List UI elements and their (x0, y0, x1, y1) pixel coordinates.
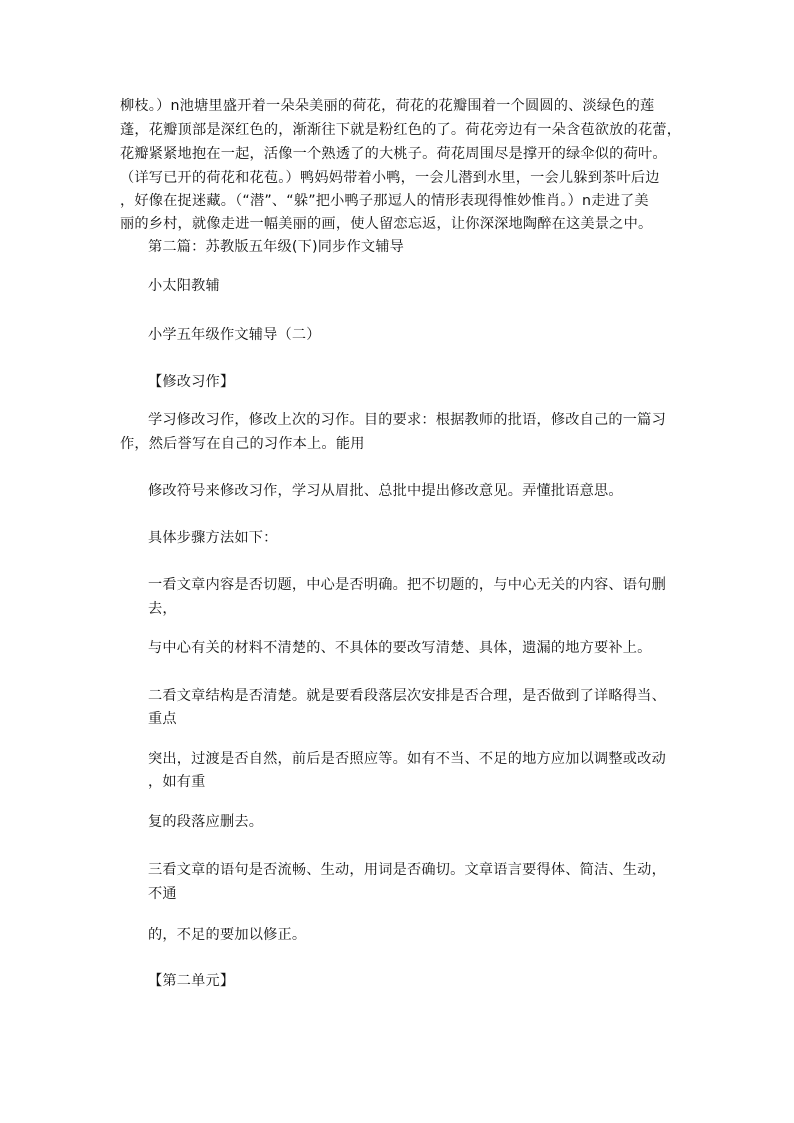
text-line: （详写已开的荷花和花苞。）鸭妈妈带着小鸭，一会儿潜到水里，一会儿躲到茶叶后边 (120, 170, 660, 186)
text-line: 二看文章结构是否清楚。就是要看段落层次安排是否合理，是否做到了详略得当、 (148, 688, 666, 704)
text-line: 学习修改习作，修改上次的习作。目的要求：根据教师的批语，修改自己的一篇习 (148, 412, 666, 428)
text-line: 复的段落应删去。 (148, 814, 264, 830)
text-line: 一看文章内容是否切题，中心是否明确。把不切题的，与中心无关的内容、语句删 (148, 577, 666, 593)
text-line: ，好像在捉迷藏。（“潜”、“躲”把小鸭子那逗人的情形表现得惟妙惟肖。）n走进了美 (120, 193, 649, 209)
text-line: 作，然后誉写在自己的习作本上。能用 (120, 436, 365, 452)
text-line: 重点 (148, 711, 177, 727)
section-heading: 【第二单元】 (148, 973, 235, 989)
section-heading: 【修改习作】 (148, 374, 235, 390)
text-line: 不通 (148, 886, 177, 902)
text-line: 蓬，花瓣顶部是深红色的，渐渐往下就是粉红色的了。荷花旁边有一朵含苞欲放的花蕾， (120, 122, 682, 138)
text-line: 修改符号来修改习作，学习从眉批、总批中提出修改意见。弄懂批语意思。 (148, 483, 623, 499)
text-line: 丽的乡村，就像走进一幅美丽的画，使人留恋忘返，让你深深地陶醉在这美景之中。 (120, 216, 653, 232)
publisher-name: 小太阳教辅 (148, 278, 220, 294)
text-line: 三看文章的语句是否流畅、生动，用词是否确切。文章语言要得体、简洁、生动， (148, 862, 666, 878)
text-line: 柳枝。）n池塘里盛开着一朵朵美丽的荷花，荷花的花瓣围着一个圆圆的、淡绿色的莲 (120, 98, 655, 114)
text-line: 去， (148, 601, 177, 617)
text-line: 突出，过渡是否自然，前后是否照应等。如有不当、不足的地方应加以调整或改动 (148, 751, 666, 767)
document-subtitle: 小学五年级作文辅导（二） (148, 327, 321, 343)
text-line: ，如有重 (148, 774, 206, 790)
text-line: 具体步骤方法如下： (148, 530, 278, 546)
text-line: 的，不足的要加以修正。 (148, 927, 307, 943)
text-line: 与中心有关的材料不清楚的、不具体的要改写清楚、具体，遗漏的地方要补上。 (148, 640, 652, 656)
section-heading: 第二篇：苏教版五年级(下)同步作文辅导 (148, 239, 405, 255)
text-line: 花瓣紧紧地抱在一起，活像一个熟透了的大桃子。荷花周围尽是撑开的绿伞似的荷叶。 (120, 146, 667, 162)
